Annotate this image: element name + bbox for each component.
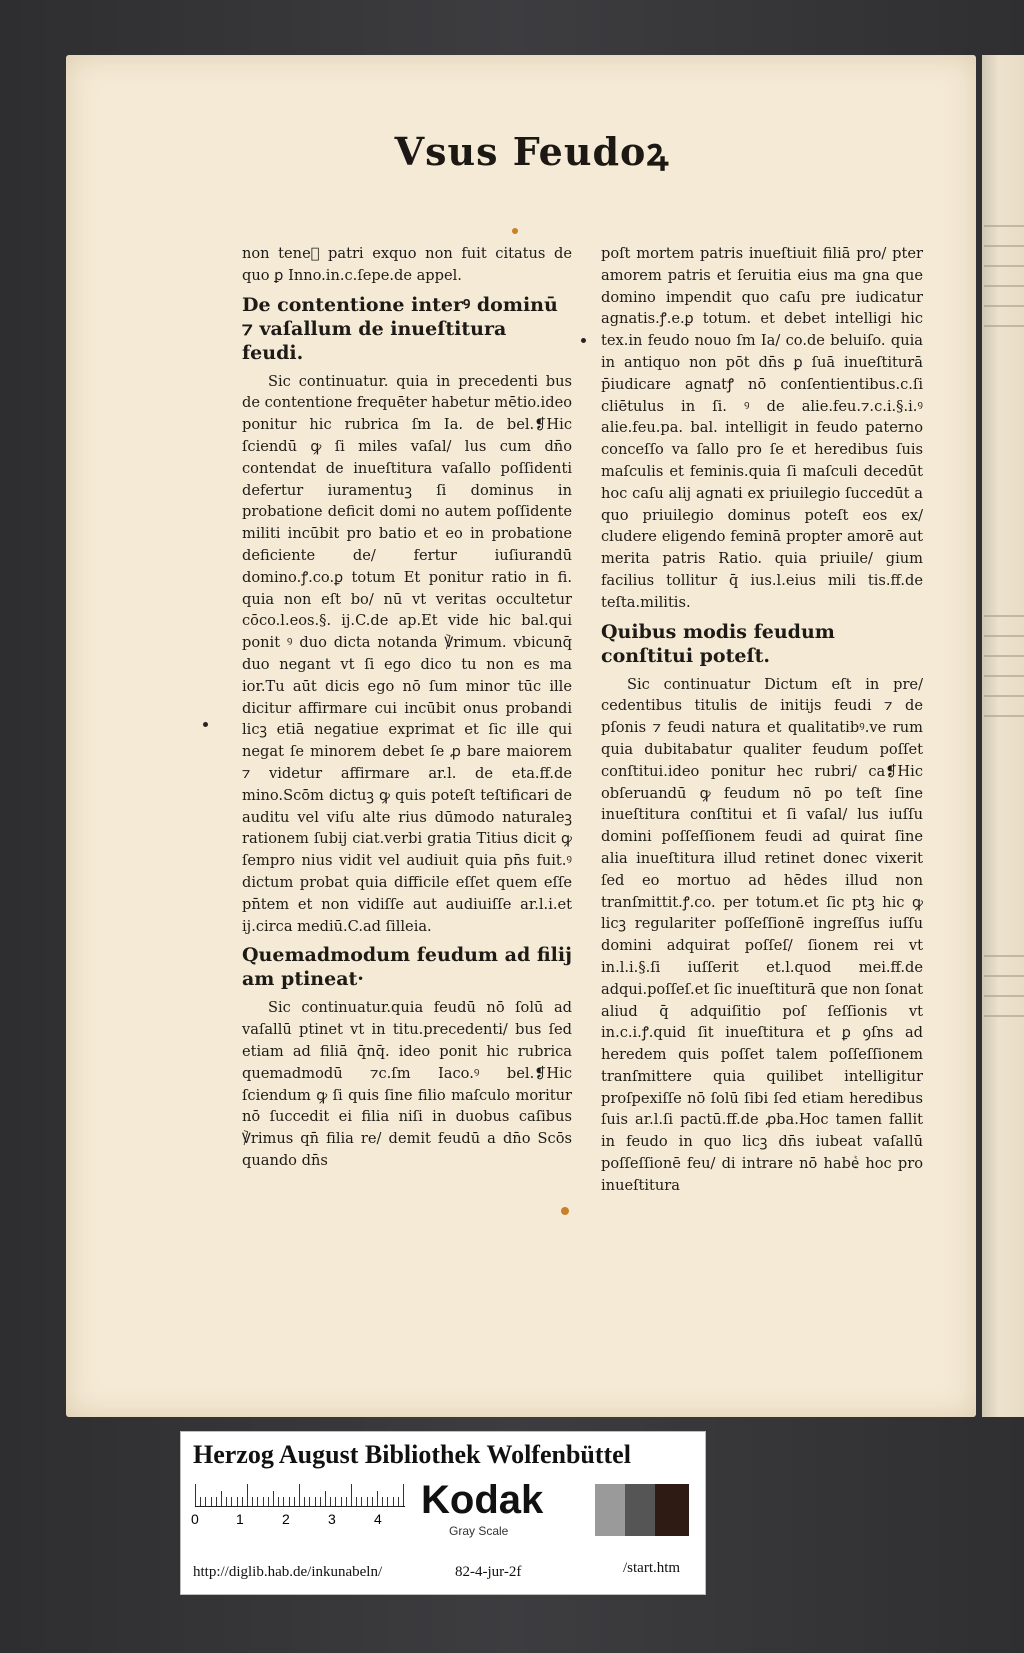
swatch-light <box>595 1484 625 1536</box>
ruler-tick <box>221 1491 222 1506</box>
ruler-tick <box>367 1497 368 1506</box>
shelfmark: 82-4-jur-2f <box>455 1564 522 1580</box>
left-column <box>242 243 572 1174</box>
margin-mark <box>581 338 586 343</box>
continuation-text: poſt mortem patris inueſtiuit filiā pro/ pter amorem patris et ſeruitia eius ma gna que domino impendit quo caſu pre iudicatur agnatis.ꝭ.e.ꝑ totum. et debet intelligi hic tex.in feudo nouo ſm Ia/ co.de beluiſo. quia in antiquo non pōt dn̄s ꝑ ſuā inueſtiturā p̄iudicare agnatꝭ nō conſentientibus.c.ſi cliētulus in ſi. ꝰ de alie.feu.⁊.c.i.§.i.ꝰ alie.feu.pa. bal. intelligit in feudo paterno conceſſo va ſallo pro ſe et heredibus ſuis maſculis et feminis.quia ſi maſculi decedūt hoc caſu alij agnati ex priuilegio ſuccedūt a quo priuilegio dominus poteſt eos ex/ cludere eligendo feminā propter amorē aut merita patris Ratio. quia priuile/ gium facilius tollitur q̄ ius.l.eius mili tis.ff.de teſta.militis. <box>601 245 923 611</box>
ruler-tick <box>351 1484 352 1506</box>
section-heading: De contentione interꝰ dominū ⁊ vaſallum de inueſtitura feudi. <box>242 293 558 364</box>
ruler-tick <box>252 1497 253 1506</box>
ruler-tick <box>304 1497 305 1506</box>
scale-number: 3 <box>328 1511 336 1527</box>
ruler-tick <box>195 1484 196 1506</box>
ruler-tick <box>372 1497 373 1506</box>
ruler-tick <box>226 1497 227 1506</box>
library-name: Herzog August Bibliothek Wolfenbüttel <box>193 1440 631 1469</box>
color-target-card <box>180 1431 706 1595</box>
ruler-tick <box>335 1497 336 1506</box>
ruler-tick <box>211 1497 212 1506</box>
ruler-tick <box>346 1497 347 1506</box>
right-column <box>601 243 923 1199</box>
ruler-tick <box>216 1497 217 1506</box>
ruler-tick <box>237 1497 238 1506</box>
ornament-dot <box>561 1207 569 1215</box>
ruler-tick <box>200 1497 201 1506</box>
ruler-tick <box>278 1497 279 1506</box>
ruler-tick <box>315 1497 316 1506</box>
swatch-dark <box>655 1484 689 1536</box>
ruler-tick <box>325 1491 326 1506</box>
ruler-tick <box>356 1497 357 1506</box>
ruler-tick <box>247 1484 248 1506</box>
facing-page-edge <box>982 55 1024 1417</box>
continuation-text: non teneᷣ patri exquo non fuit citatus de quo ꝑ Inno.in.c.ſepe.de appel. <box>242 245 572 284</box>
ruler-tick <box>294 1497 295 1506</box>
ruler-tick <box>242 1497 243 1506</box>
running-title: Vsus Feudoꝝ <box>394 129 670 174</box>
ruler-tick <box>263 1497 264 1506</box>
body-paragraph: Sic continuatur. quia in precedenti bus de contentione frequēter habetur mētio.ideo ponitur hic rubrica ſm Ia. de bel.❡Hic ſciendū ꝙ ſi miles vaſal/ lus cum dn̄o contendat de inueſtitura vaſallo poſſidenti defertur iuramentuꝫ ſi dominus in probatione deficit domi no autem poſſidente militi incūbit pro batio et eo in probatione deficiente de/ fertur iuſiurandū domino.ꝭ.co.ꝑ totum Et ponitur ratio in fi. quia non eſt bo/ nū vt veritas occultetur cōco.l.eos.§. ij.C.de ap.Et vide hic bal.qui ponit ꝰ duo dicta notanda ℣rimum. vbicunq̄ duo negant vt ſi ego dico tu non es ma ior.Tu aūt dicis ego nō ſum minor tūc ille dicitur affirmare cui incūbit onus probandi licꝫ etiā negatiue exprimat et ſic ille qui negat ſe minorem debet ſe ꝓ bare maiorem ⁊ videtur affirmare ar.l. de eta.ff.de mino.Scōm dictuꝫ ꝙ quis poteſt teſtificari de auditu vel viſu alte rius dūmodo naturaleꝫ rationem ſubij ciat.verbi gratia Titius dicit ꝙ ſempro nius vidit vel audiuit quia pn̄s fuit.ꝰ dictum probat quia difficile eſſet quem eſſe pn̄tem et non vidiſſe aut audiuiſſe ar.l.i.et ij.circa mediū.C.ad ſilleia. <box>242 372 572 935</box>
ruler-tick <box>382 1497 383 1506</box>
scale-number: 2 <box>282 1511 290 1527</box>
ruler-tick <box>377 1491 378 1506</box>
ruler-tick <box>273 1491 274 1506</box>
ruler-tick <box>330 1497 331 1506</box>
section-heading: Quemadmodum feudum ad filij am ptineat· <box>242 944 572 991</box>
gray-scale-label: Gray Scale <box>449 1524 509 1538</box>
ruler-tick <box>320 1497 321 1506</box>
ruler-tick <box>289 1497 290 1506</box>
ruler-tick <box>257 1497 258 1506</box>
digital-library-url: http://diglib.hab.de/inkunabeln/ <box>193 1564 383 1580</box>
ruler-tick <box>341 1497 342 1506</box>
scale-number: 1 <box>236 1511 244 1527</box>
ruler-tick <box>398 1497 399 1506</box>
margin-mark <box>203 722 208 727</box>
swatch-mid <box>625 1484 655 1536</box>
section-heading: Quibus modis feudum conſtitui poteſt. <box>601 620 835 667</box>
scale-number: 0 <box>191 1511 199 1527</box>
scale-number: 4 <box>374 1511 382 1527</box>
ruler-tick <box>268 1497 269 1506</box>
ruler-tick <box>361 1497 362 1506</box>
ruler-tick <box>403 1484 404 1506</box>
start-link: /start.htm <box>623 1560 681 1576</box>
body-paragraph: Sic continuatur.quia feudū nō ſolū ad vaſallū ptinet vt in titu.precedenti/ bus ſed etiam ad filiā q̄nq̄. ideo ponit hic rubrica quemadmodū ⁊c.ſm Iaco.ꝰ bel.❡Hic ſciendum ꝙ ſi quis ſine filio maſculo moritur nō ſuccedit ei filia niſi in duobus caſibus ℣rimus qn̄ filia re/ demit feudū a dn̄o Scōs quando dn̄s <box>242 999 572 1169</box>
kodak-logo: Kodak <box>421 1478 544 1522</box>
ruler-tick <box>231 1497 232 1506</box>
ornament-dot <box>512 228 518 234</box>
body-paragraph: Sic continuatur Dictum eſt in pre/ cedentibus titulis de initijs feudi ⁊ de pſonis ⁊ feudi natura et qualitatibꝰ.ve rum quia dubitabatur qualiter feudum poſſet conſtitui.ideo ponitur hec rubri/ ca❡Hic obſeruandū ꝙ feudum nō po teſt ſine inueſtitura conſtitui et ſi vaſal/ lus iuſſu domini poſſeſſionem feudi ad quirat ſine alia inueſtitura illud retinet donec vixerit ſed eo mortuo ad hēdes illud non tranſmittit.ꝭ.co. per totum.et ſic ptꝫ hic ꝙ licꝫ regulariter poſſeſſionē ingreſſus iuſſu domini adquirat poſſeſ/ ſionem rei vt in.l.i.§.ſi iuſſerit et.l.quod mei.ff.de adqui.poſſeſ.et ſic inueſtiturā que non ſonat aliud q̄ adquiſitio poſ ſeſſionis vt in.c.i.ꝭ.quid ſit inueſtitura et ꝑ ꝯſns ad heredem quis poſſet talem poſſeſſionem tranſmittere quia quilibet intelligitur proſpexiſſe nō ſolū ſibi ſed etiam heredibus ſuis ar.l.ſi pactū.ff.de ꝓba.Hoc tamen fallit in feudo in quo licꝫ dn̄s iubeat vaſallū poſſeſſionē feu/ di intrare nō habeᷣ hoc pro inueſtitura <box>601 675 923 1194</box>
ruler-tick <box>387 1497 388 1506</box>
ruler-tick <box>299 1484 300 1506</box>
ruler-tick <box>283 1497 284 1506</box>
scale-ruler <box>195 1484 405 1507</box>
ruler-tick <box>393 1497 394 1506</box>
ruler-tick <box>205 1497 206 1506</box>
ruler-tick <box>309 1497 310 1506</box>
